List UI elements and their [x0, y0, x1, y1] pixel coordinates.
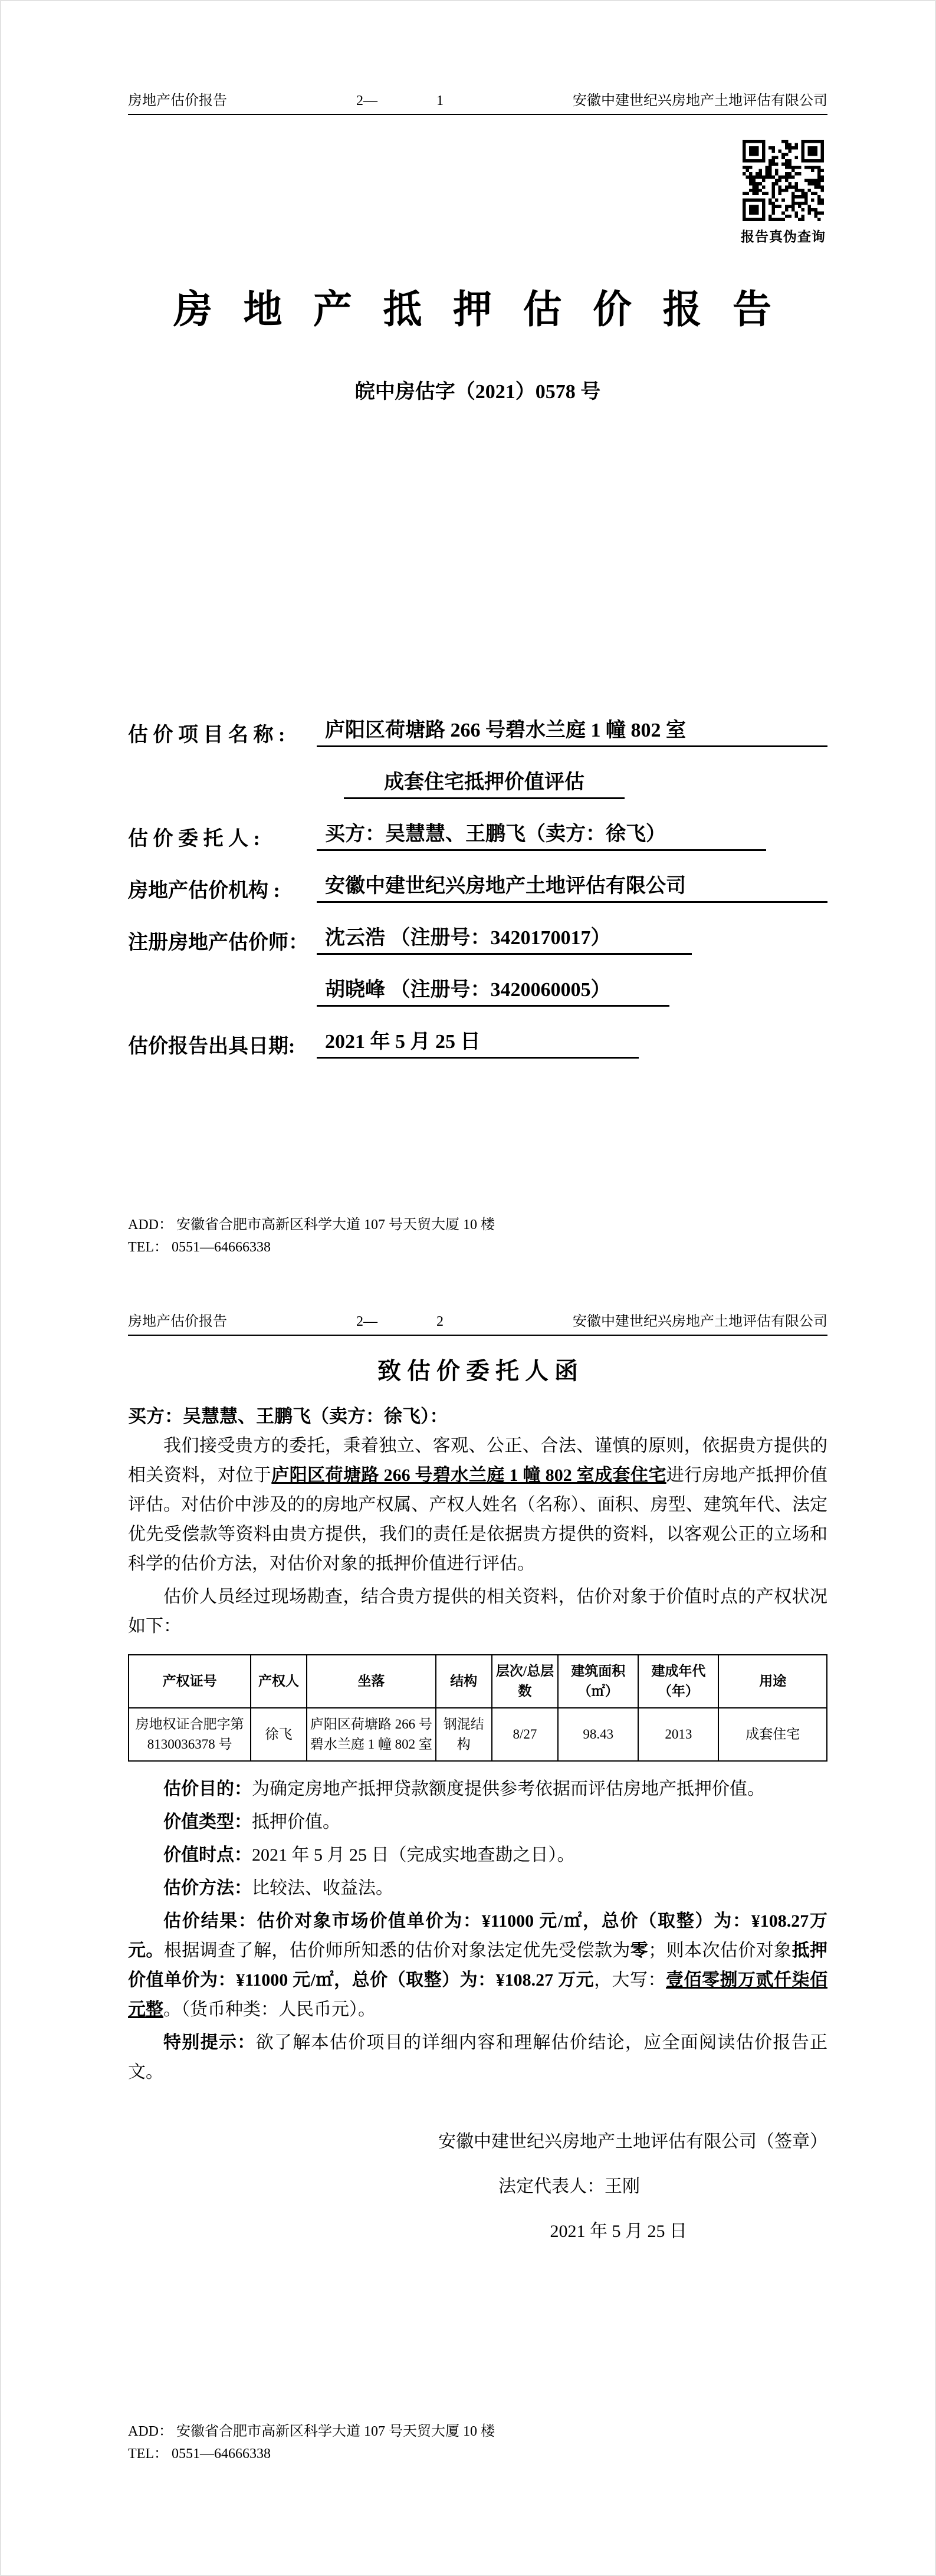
value-date-label: 价值时点： — [163, 1845, 252, 1865]
purpose-text: 为确定房地产抵押贷款额度提供参考依据而评估房地产抵押价值。 — [252, 1779, 765, 1799]
header-doc-type: 房地产估价报告 — [128, 1314, 227, 1329]
field-row-project — [128, 695, 827, 747]
page-header — [128, 1309, 827, 1336]
intro-property-highlight: 庐阳区荷塘路 266 号碧水兰庭 1 幢 802 室成套住宅 — [271, 1466, 666, 1485]
method-label: 估价方法： — [163, 1878, 252, 1898]
field-value-appraiser-2: 胡晓峰 （注册号：3420060005） — [317, 973, 669, 1007]
table-header-row — [129, 1655, 827, 1708]
col-header-use: 用途 — [718, 1655, 827, 1708]
letter-title: 致 估 价 委 托 人 函 — [377, 1358, 578, 1384]
footer-phone: TEL： 0551—64666338 — [128, 1240, 271, 1255]
header-page-number: 1 — [436, 93, 444, 109]
page-header — [128, 88, 827, 115]
col-header-area: 建筑面积（㎡） — [558, 1655, 638, 1708]
field-value-project-line2: 成套住宅抵押价值评估 — [344, 765, 625, 799]
result-text-1: 根据调查了解，估价师所知悉的估价对象法定优先受偿款为 — [163, 1941, 630, 1960]
col-header-location: 坐落 — [307, 1655, 436, 1708]
value-date-paragraph — [128, 1841, 827, 1870]
result-text-3: ，大写： — [594, 1970, 666, 1990]
field-row-client — [128, 799, 827, 851]
header-doc-type: 房地产估价报告 — [128, 93, 227, 109]
footer-phone: TEL： 0551—64666338 — [128, 2446, 271, 2462]
cover-fields — [128, 695, 827, 1059]
notice-label: 特别提示： — [163, 2033, 256, 2052]
property-table — [128, 1654, 827, 1762]
field-row-appraiser-1 — [128, 903, 827, 955]
notice-paragraph — [128, 2028, 827, 2087]
result-market-value: 估价对象市场价值单价为：¥11000 元/㎡，总价（取整）为：¥108.27万元。 — [128, 1911, 827, 1960]
signature-legal-rep: 法定代表人：王刚 — [498, 2177, 640, 2196]
cell-area: 98.43 — [558, 1708, 638, 1761]
header-page-indicator — [356, 1314, 444, 1330]
cell-location: 庐阳区荷塘路 266 号碧水兰庭 1 幢 802 室 — [307, 1708, 436, 1761]
field-row-appraiser-2 — [128, 955, 827, 1007]
page-2 — [1, 1289, 935, 2576]
page-1 — [1, 1, 935, 1289]
field-label-date: 估价报告出具日期: — [128, 1036, 295, 1057]
intro-text-1: 我们接受贵方的委托，秉着独立、客观、公正、合法、谨慎的原则，依据贵方提供的相关资料，对位于 — [128, 1436, 827, 1485]
cell-floor: 8/27 — [492, 1708, 558, 1761]
cell-structure: 钢混结构 — [436, 1708, 492, 1761]
result-mortgage-value: 抵押价值单价为：¥11000 元/㎡，总价（取整）为：¥108.27 万元 — [128, 1941, 828, 1990]
signature-block — [128, 2120, 827, 2254]
report-number: 皖中房估字（2021）0578 号 — [354, 381, 601, 403]
notice-text: 欲了解本估价项目的详细内容和理解估价结论，应全面阅读估价报告正文。 — [128, 2033, 828, 2082]
field-label-appraiser: 注册房地产估价师： — [128, 932, 308, 954]
cell-cert-no: 房地权证合肥字第 8130036378 号 — [129, 1708, 251, 1761]
header-company: 安徽中建世纪兴房地产土地评估有限公司 — [573, 1314, 827, 1329]
page-footer — [128, 2420, 827, 2465]
header-company: 安徽中建世纪兴房地产土地评估有限公司 — [573, 93, 827, 109]
result-text-4: 。（货币种类：人民币元）。 — [163, 2000, 376, 2019]
signature-company: 安徽中建世纪兴房地产土地评估有限公司（签章） — [438, 2132, 827, 2151]
qr-block — [739, 140, 827, 245]
survey-paragraph: 估价人员经过现场勘查，结合贵方提供的相关资料，估价对象于价值时点的产权状况如下： — [128, 1587, 827, 1636]
qr-code-icon — [743, 140, 824, 221]
salutation: 买方：吴慧慧、王鹏飞（卖方：徐飞）： — [128, 1406, 448, 1427]
signature-date: 2021 年 5 月 25 日 — [550, 2222, 687, 2241]
result-paragraph — [128, 1907, 827, 2025]
purpose-label: 估价目的： — [163, 1779, 252, 1799]
field-value-appraiser-1: 沈云浩 （注册号：3420170017） — [317, 921, 692, 955]
field-value-agency: 安徽中建世纪兴房地产土地评估有限公司 — [317, 869, 827, 903]
field-label-client: 估 价 委 托 人 : — [128, 828, 260, 850]
footer-address: ADD： 安徽省合肥市高新区科学大道 107 号天贸大厦 10 楼 — [128, 2424, 495, 2439]
field-row-project-2 — [128, 747, 827, 799]
field-value-project-line1: 庐阳区荷塘路 266 号碧水兰庭 1 幢 802 室 — [317, 714, 827, 747]
result-amount-words: 壹佰零捌万贰仟柒佰元整 — [128, 1970, 828, 2019]
field-label-agency: 房地产估价机构 : — [128, 880, 280, 902]
value-type-paragraph — [128, 1808, 827, 1837]
header-part-number: 2— — [356, 1314, 377, 1329]
table-row — [129, 1708, 827, 1761]
method-text: 比较法、收益法。 — [252, 1878, 393, 1898]
col-header-cert-no: 产权证号 — [129, 1655, 251, 1708]
qr-caption: 报告真伪查询 — [741, 229, 826, 244]
field-row-agency — [128, 851, 827, 903]
col-header-owner: 产权人 — [251, 1655, 307, 1708]
col-header-floor: 层次/总层数 — [492, 1655, 558, 1708]
intro-text-2: 进行房地产抵押价值评估。对估价中涉及的的房地产权属、产权人姓名（名称）、面积、房型、建筑年代、法定优先受偿款等资料由贵方提供，我们的责任是依据贵方提供的资料，以客观公正的立场和科学的估价方法，对估价对象的抵押价值进行评估。 — [128, 1466, 828, 1573]
value-type-label: 价值类型： — [163, 1812, 252, 1832]
field-label-project: 估 价 项 目 名 称 : — [128, 724, 285, 746]
purpose-paragraph — [128, 1775, 827, 1804]
result-text-2: ；则本次估价对象 — [648, 1941, 792, 1960]
field-row-date — [128, 1007, 827, 1059]
header-page-indicator — [356, 93, 444, 109]
value-date-text: 2021 年 5 月 25 日（完成实地查勘之日）。 — [252, 1845, 575, 1865]
field-value-date: 2021 年 5 月 25 日 — [317, 1025, 639, 1059]
value-type-text: 抵押价值。 — [252, 1812, 340, 1832]
page-footer — [128, 1214, 827, 1259]
cell-use: 成套住宅 — [718, 1708, 827, 1761]
cell-owner: 徐飞 — [251, 1708, 307, 1761]
header-page-number: 2 — [436, 1314, 444, 1329]
document-title: 房 地 产 抵 押 估 价 报 告 — [173, 288, 782, 331]
header-part-number: 2— — [356, 93, 377, 109]
col-header-year: 建成年代（年） — [638, 1655, 718, 1708]
result-label: 估价结果： — [163, 1911, 257, 1931]
footer-address: ADD： 安徽省合肥市高新区科学大道 107 号天贸大厦 10 楼 — [128, 1217, 495, 1233]
method-paragraph — [128, 1874, 827, 1903]
field-value-client: 买方：吴慧慧、王鹏飞（卖方：徐飞） — [317, 817, 766, 851]
intro-paragraph — [128, 1431, 827, 1579]
result-zero: 零 — [630, 1941, 649, 1960]
col-header-structure: 结构 — [436, 1655, 492, 1708]
cell-year: 2013 — [638, 1708, 718, 1761]
